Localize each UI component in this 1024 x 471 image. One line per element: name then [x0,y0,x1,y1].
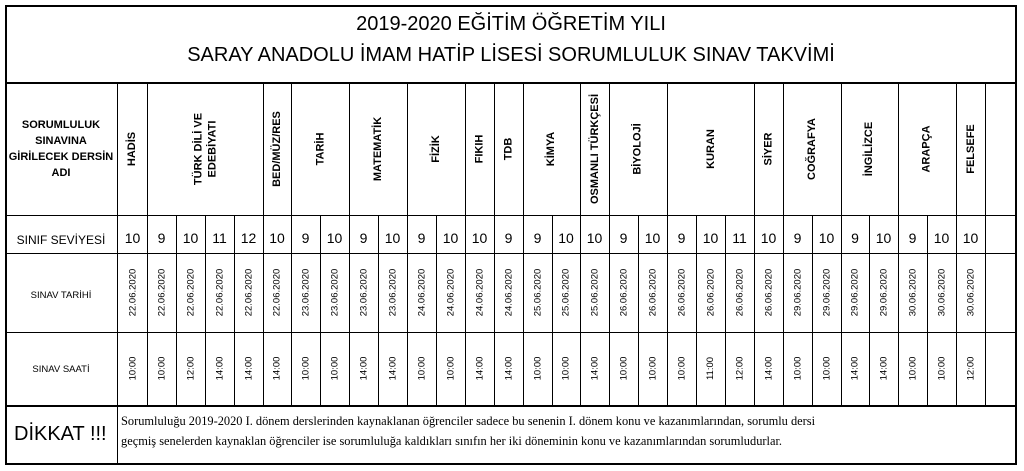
date-value: 30.06.2020 [965,268,977,317]
time-cell [812,332,841,405]
subject-header [407,82,465,215]
time-cell [147,332,176,405]
grade-cell: 9 [504,230,513,246]
subject-name: FELSEFE [964,123,977,174]
time-cell [609,332,638,405]
date-cell [234,253,263,332]
time-value: 10:00 [445,356,456,381]
grade-cell: 9 [851,230,859,246]
subject-header [580,82,609,215]
grade-cell: 10 [384,230,401,246]
date-cell [118,253,147,332]
subject-name: KURAN [704,128,717,169]
grade-cell: 10 [326,230,343,246]
time-row-label: SINAV SAATİ [32,364,90,375]
date-cell [291,253,320,332]
subject-name: HADİS [126,131,139,166]
date-value: 23.06.2020 [329,268,341,317]
grade-cell: 10 [269,230,285,246]
time-cell [725,332,754,405]
subject-name: BİYOLOJİ [632,122,644,175]
date-cell [869,253,898,332]
time-cell [176,332,205,405]
time-cell [320,332,349,405]
title-year: 2019-2020 EĞİTİM ÖĞRETİM YILI [356,13,666,35]
subject-header [667,82,754,215]
subject-name: İNGİLİZCE [863,121,876,176]
date-row-label: SINAV TARİHİ [30,290,92,301]
note-line-2: geçmiş senelerden kaynaklan öğrenciler ise sorumluluğa kaldıkları sınıfın her iki döneminin konu ve kazanımlarından sorumludurlar. [121,434,782,448]
date-value: 24.06.2020 [474,268,486,317]
date-cell [176,253,205,332]
grade-cell: 9 [533,230,542,246]
time-cell [754,332,783,405]
date-value: 25.06.2020 [589,268,601,317]
time-cell [465,332,494,405]
subject-header [263,82,291,215]
time-value: 10:00 [676,356,687,381]
subject-header [609,82,667,215]
time-cell [378,332,407,405]
date-value: 29.06.2020 [878,268,890,317]
date-cell [494,253,523,332]
grade-row-label: SINIF SEVİYESİ [16,233,106,247]
date-value: 29.06.2020 [821,268,833,317]
date-cell [696,253,725,332]
date-cell [523,253,552,332]
grade-cell: 9 [301,230,310,246]
subject-header [754,82,783,215]
grade-cell: 10 [558,230,574,246]
subject-header [349,82,407,215]
time-cell [523,332,552,405]
grade-cell: 10 [586,230,603,246]
subject-name: FİZİK [430,134,442,163]
time-value: 14:00 [589,356,600,381]
date-cell [927,253,956,332]
date-cell [783,253,812,332]
date-cell [552,253,580,332]
time-value: 10:00 [618,356,629,381]
dikkat-label: DİKKAT !!! [14,423,107,445]
time-value: 14:00 [474,356,485,381]
subject-name: FIKIH [473,134,486,163]
time-cell [494,332,523,405]
date-cell [349,253,378,332]
subject-header [465,82,494,215]
grade-cell: 9 [793,230,802,246]
subject-header [898,82,956,215]
date-value: 24.06.2020 [445,268,457,317]
subject-row-label: SORUMLULUK SINAVINA GİRİLECEK DERSİN ADI [8,119,114,179]
subject-header [523,82,580,215]
date-cell [667,253,696,332]
time-cell [118,332,147,405]
grade-cell: 10 [760,230,777,246]
date-value: 22.06.2020 [214,268,226,317]
date-value: 26.06.2020 [734,268,746,317]
grade-cell: 12 [240,230,257,246]
subject-name: OSMANLI TÜRKÇESİ [588,93,601,204]
grade-cell: 10 [442,230,459,246]
subject-name: MATEMATİK [372,116,385,181]
time-value: 14:00 [271,356,283,381]
subject-name: SİYER [762,131,775,166]
time-value: 11:00 [704,356,716,381]
grade-cell: 9 [677,230,686,246]
time-cell [841,332,869,405]
time-value: 10:00 [329,356,340,381]
date-value: 24.06.2020 [503,268,515,317]
time-cell [291,332,320,405]
date-value: 23.06.2020 [358,268,370,317]
date-value: 26.06.2020 [647,268,659,317]
grade-cell: 10 [644,230,661,246]
time-value: 14:00 [358,356,369,381]
date-value: 22.06.2020 [156,268,168,317]
date-value: 22.06.2020 [127,268,139,317]
time-value: 14:00 [214,356,225,381]
subject-header [841,82,898,215]
date-cell [898,253,927,332]
time-value: 14:00 [387,356,398,381]
date-value: 30.06.2020 [907,268,919,317]
time-cell [436,332,465,405]
date-value: 26.06.2020 [618,268,630,317]
date-cell [320,253,349,332]
date-cell [725,253,754,332]
time-value: 14:00 [878,356,889,381]
time-value: 14:00 [849,356,861,381]
date-value: 29.06.2020 [792,268,804,317]
date-value: 23.06.2020 [300,268,312,317]
time-cell [580,332,609,405]
date-cell [205,253,234,332]
dikkat-note [121,411,1011,451]
time-value: 12:00 [734,356,745,381]
note-divider [117,405,118,463]
date-value: 22.06.2020 [271,268,283,317]
subject-name: TDB [502,137,515,160]
grade-cell: 11 [732,230,747,246]
subject-name: TÜRK DİLİ VE EDEBİYATI [192,112,218,185]
date-cell [263,253,291,332]
time-value: 10:00 [416,356,427,381]
grade-cell: 10 [471,230,488,246]
subject-name: KİMYA [545,131,558,166]
date-cell [609,253,638,332]
date-cell [147,253,176,332]
grade-cell: 10 [933,230,950,246]
grade-cell: 10 [124,230,141,246]
date-cell [407,253,436,332]
date-cell [638,253,667,332]
time-value: 10:00 [156,356,167,381]
time-value: 14:00 [243,356,254,381]
time-value: 10:00 [127,356,138,381]
subject-name: ARAPÇA [921,124,933,173]
grade-cell: 10 [962,230,979,246]
time-value: 10:00 [532,356,543,381]
date-value: 26.06.2020 [676,268,688,317]
subject-header [147,82,263,215]
time-cell [552,332,580,405]
subject-name: BED/MÜZ/RES [271,110,283,187]
grade-cell: 10 [818,230,835,246]
time-cell [869,332,898,405]
time-value: 10:00 [647,356,658,381]
date-cell [378,253,407,332]
note-line-1: Sorumluluğu 2019-2020 I. dönem derslerinden kaynaklanan öğrenciler sadece bu senenin I. dönem konu ve kazanımlarından, sorumlu dersi [121,414,816,428]
grade-cell: 9 [417,230,426,246]
time-value: 10:00 [907,356,918,381]
grade-cell: 9 [157,230,166,246]
grade-cell: 10 [182,230,199,246]
title-school: SARAY ANADOLU İMAM HATİP LİSESİ SORUMLULUK SINAV TAKVİMİ [187,44,835,66]
row-divider [6,215,1016,216]
grade-cell: 9 [619,230,628,246]
time-value: 14:00 [503,356,514,381]
time-cell [407,332,436,405]
date-value: 25.06.2020 [532,268,544,317]
grade-cell: 9 [908,230,917,246]
time-value: 10:00 [300,356,311,381]
time-cell [783,332,812,405]
date-cell [465,253,494,332]
subject-header [956,82,985,215]
date-value: 22.06.2020 [243,268,255,317]
date-cell [436,253,465,332]
time-value: 10:00 [936,356,947,381]
date-value: 22.06.2020 [185,268,197,317]
date-cell [812,253,841,332]
subject-header [291,82,349,215]
grid-end-divider [985,82,986,405]
time-value: 12:00 [965,356,976,381]
date-value: 30.06.2020 [936,268,948,317]
grade-cell: 11 [212,230,227,246]
row-divider [6,405,1016,407]
subject-name: COĞRAFYA [806,117,818,180]
time-value: 10:00 [821,356,832,381]
time-cell [234,332,263,405]
date-value: 26.06.2020 [705,268,717,317]
time-cell [927,332,956,405]
date-value: 24.06.2020 [416,268,428,317]
time-value: 10:00 [560,356,572,381]
time-cell [263,332,291,405]
date-cell [580,253,609,332]
time-cell [898,332,927,405]
subject-header [783,82,841,215]
time-cell [696,332,725,405]
time-cell [667,332,696,405]
date-cell [956,253,985,332]
grade-cell: 10 [702,230,719,246]
date-value: 29.06.2020 [849,268,861,317]
subject-name: TARİH [313,132,326,165]
time-cell [205,332,234,405]
date-value: 25.06.2020 [560,268,572,317]
time-value: 10:00 [792,356,803,381]
time-cell [956,332,985,405]
date-cell [754,253,783,332]
grade-cell: 9 [359,230,368,246]
date-value: 23.06.2020 [387,268,399,317]
subject-header [494,82,523,215]
time-value: 14:00 [763,356,774,381]
time-value: 12:00 [185,356,196,381]
grade-cell: 10 [875,230,892,246]
time-cell [349,332,378,405]
time-cell [638,332,667,405]
subject-header [118,82,147,215]
date-value: 26.06.2020 [763,268,775,317]
date-cell [841,253,869,332]
